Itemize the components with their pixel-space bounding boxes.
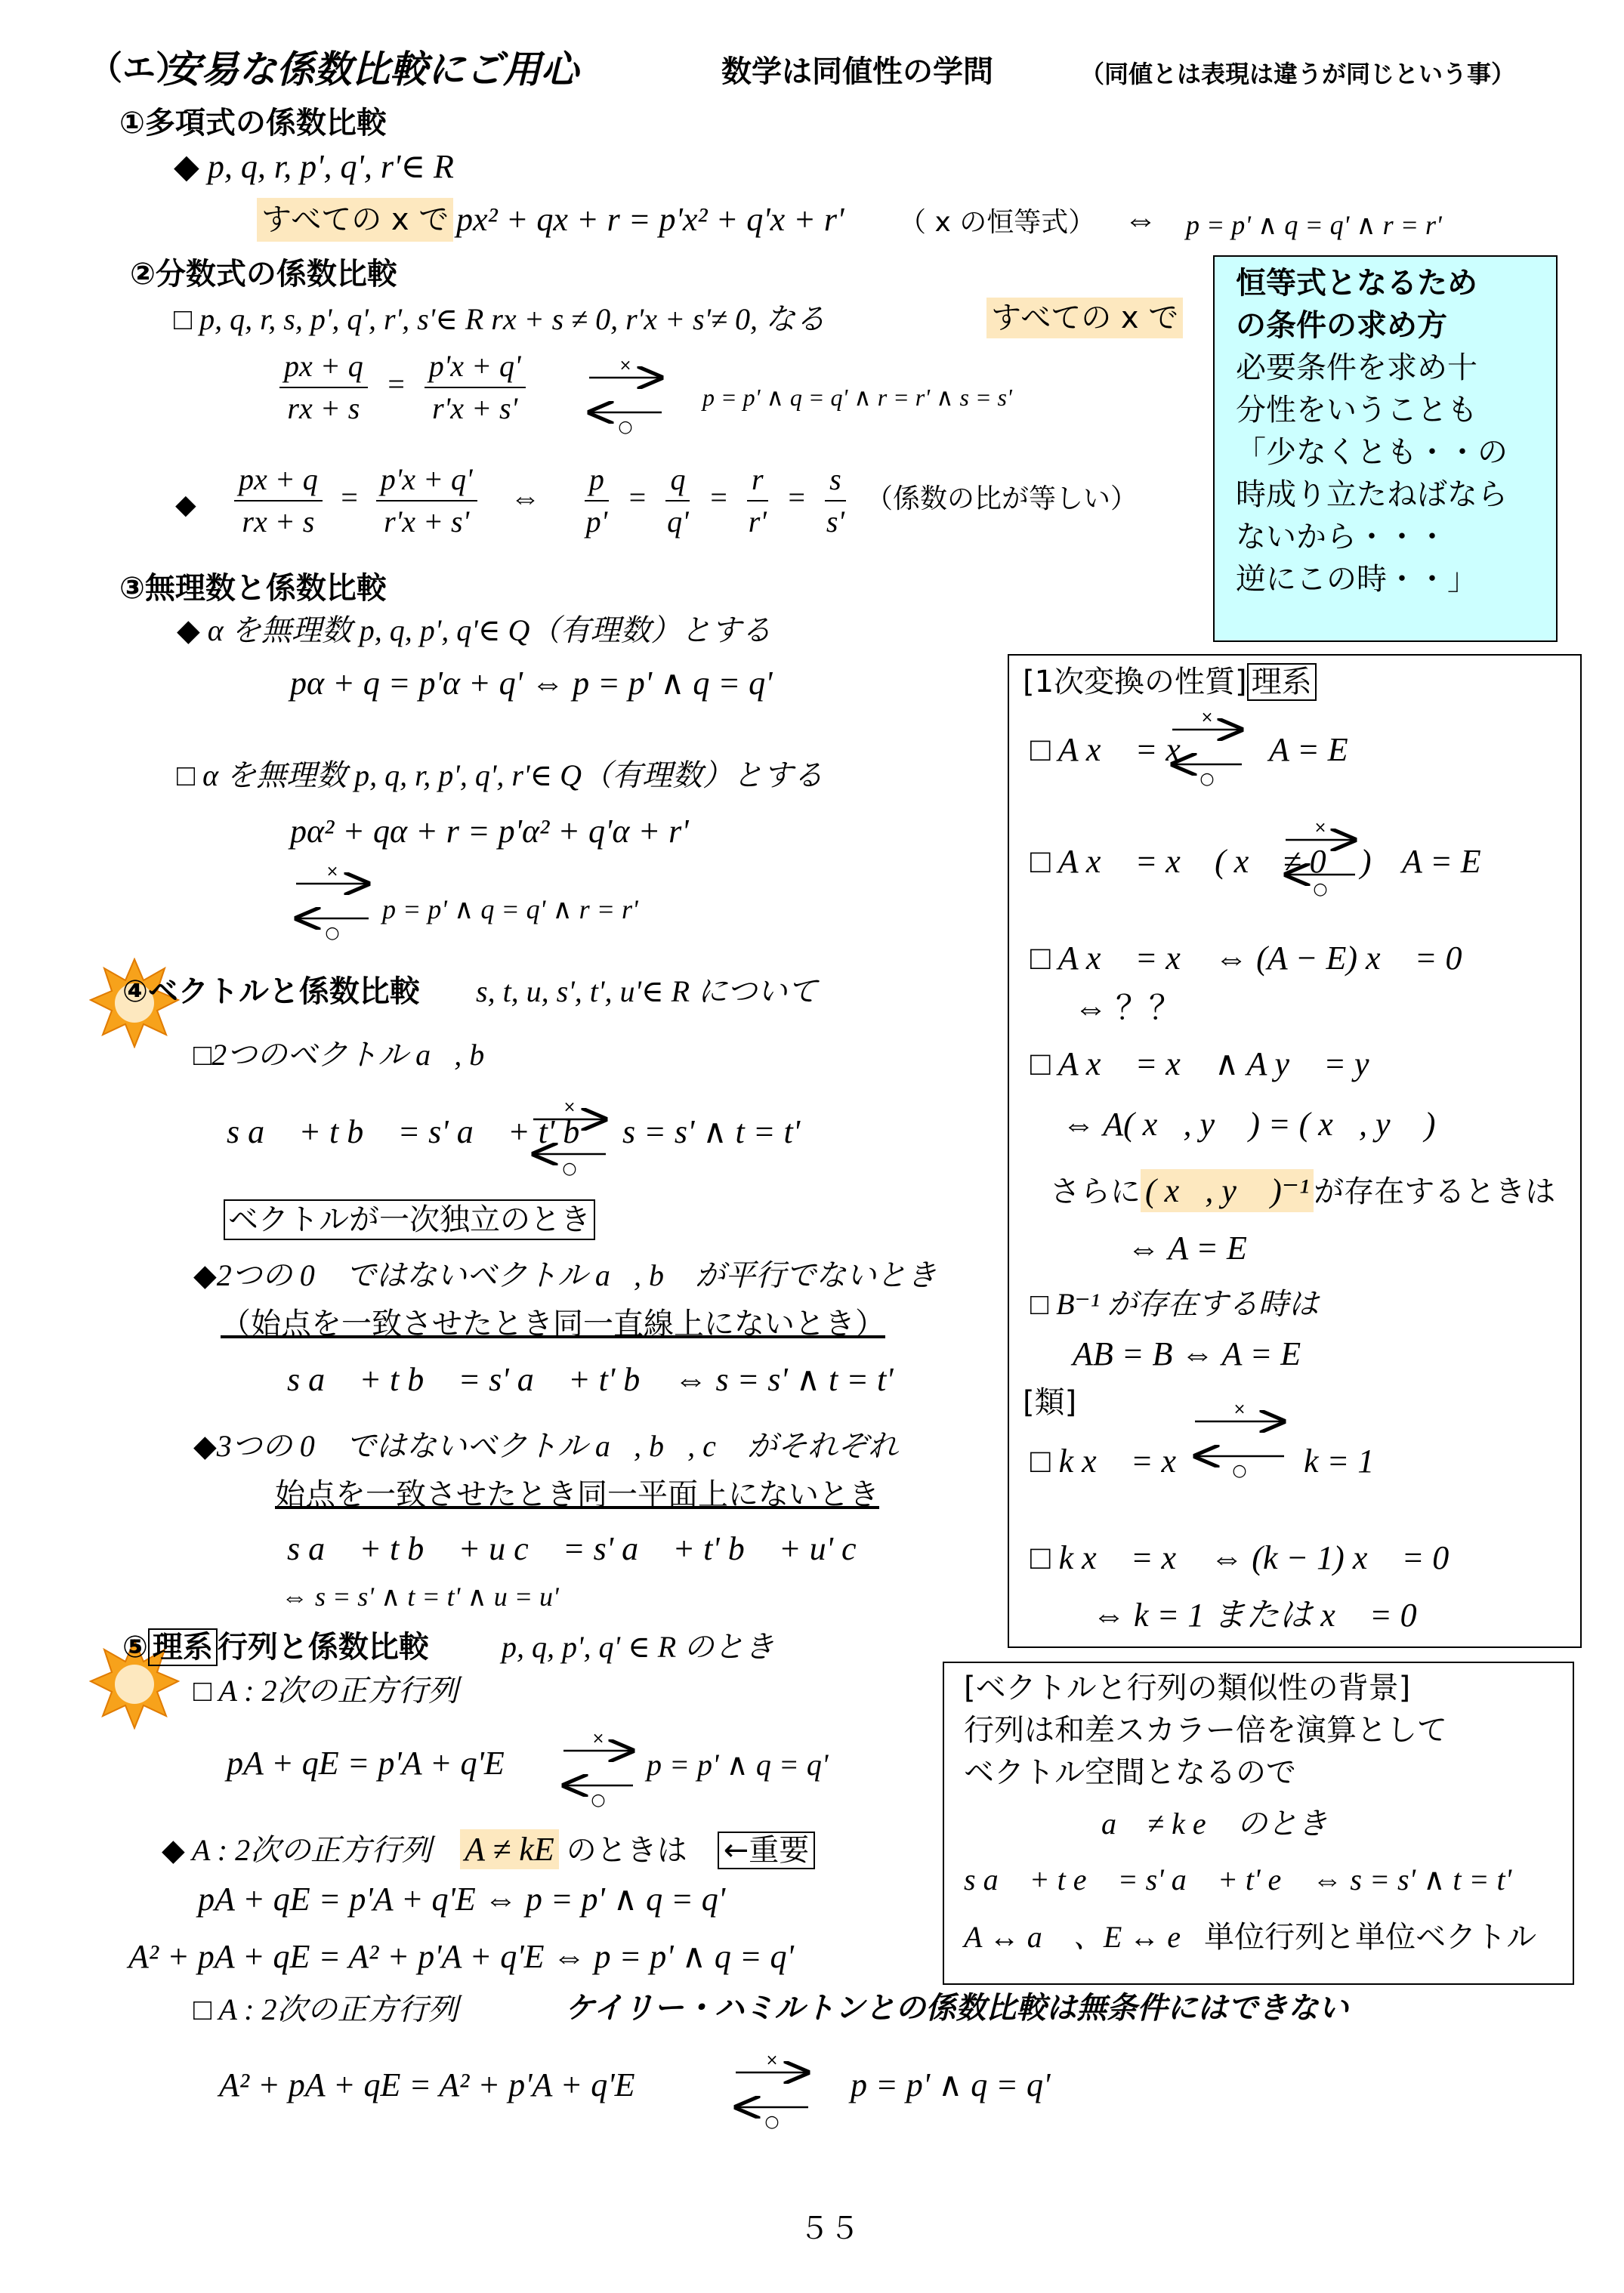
arrow-label-true: ○ <box>1232 1461 1247 1480</box>
section-4-line: 始点を一致させたとき同一平面上にないとき <box>275 1477 879 1512</box>
property-row: さらに ( x⃗, y⃗ )⁻¹ が存在するときは <box>1050 1172 1555 1211</box>
cayley-hamilton-warning: ケイリー・ハミルトンとの係数比較は無条件にはできない <box>565 1991 1349 2026</box>
box-line: ベクトル空間となるので <box>964 1755 1296 1790</box>
property-row: □ A x⃗ = x⃗ ( x⃗ ≠ 0⃗ ) <box>1030 843 1372 880</box>
arrow-label-true: ○ <box>562 1159 577 1178</box>
section-3-heading: ③無理数と係数比較 <box>119 571 387 606</box>
fraction-right: $\frac{p'x + q'}{r'x + s'}$ <box>425 349 526 426</box>
section-5-domain: p, q, p', q' ∈ R のとき <box>502 1630 775 1664</box>
section-5-line: □ A : 2次の正方行列 <box>193 1992 458 2026</box>
section-4-line: s = s' ∧ t = t' <box>622 1113 801 1150</box>
section-1-equation: px² + qx + r = p'x² + q'x + r' <box>456 201 844 238</box>
property-row: □ k x⃗ = x⃗ ⇔ (k − 1) x⃗ = 0⃗ <box>1030 1539 1475 1576</box>
diamond-bullet: ◆ <box>175 489 196 520</box>
linearly-independent-label: ベクトルが一次独立のとき <box>224 1199 595 1240</box>
property-row: □ B⁻¹ が存在する時は <box>1030 1287 1319 1321</box>
section-5-line: pA + qE = p'A + q'E <box>227 1745 505 1782</box>
note-line: 必要条件を求め十 <box>1236 350 1477 385</box>
arrow-label-false: × <box>1314 818 1327 836</box>
note-line: の条件の求め方 <box>1236 308 1447 343</box>
arrow-label-false: × <box>765 2051 779 2069</box>
section-4-line: s a⃗ + t b⃗ = s' a⃗ + t' b⃗ ⇔ s = s' ∧ t = t' <box>287 1361 894 1398</box>
section-1-highlight: すべての x で <box>257 198 453 242</box>
box-line: a⃗ ≠ k e⃗ のとき <box>1101 1807 1328 1841</box>
arrow-label-false: × <box>619 356 632 374</box>
note-line: 「少なくとも・・の <box>1236 435 1508 470</box>
fraction-row: $\frac{px + q}{rx + s}$ = $\frac{p'x + q'}{r'x + s'}$ <box>279 349 526 426</box>
implication-arrow-pair <box>296 862 369 943</box>
property-row: □ k x⃗ = x⃗ <box>1030 1443 1203 1480</box>
arrow-label-true: ○ <box>618 418 633 437</box>
property-row: □ A x⃗ = x⃗ <box>1030 731 1207 768</box>
property-row: ⇔ A = E <box>1127 1230 1247 1267</box>
section-3-line: p = p' ∧ q = q' ∧ r = r' <box>382 894 638 924</box>
section-2-conclusion: p = p' ∧ q = q' ∧ r = r' ∧ s = s' <box>702 384 1012 411</box>
implication-arrow-pair <box>1172 708 1242 789</box>
arrow-label-true: ○ <box>591 1791 606 1810</box>
implication-arrow-pair <box>533 1097 606 1178</box>
arrow-label-false: × <box>591 1729 605 1747</box>
section-2-highlight: すべての x で <box>986 298 1183 338</box>
section-5-line: □ A : 2次の正方行列 <box>193 1674 458 1708</box>
section-5-line: p = p' ∧ q = q' <box>647 1748 829 1782</box>
property-row: ⇔ k = 1 または x⃗ = 0⃗ <box>1092 1597 1443 1634</box>
box-title: [ベクトルと行列の類似性の背景] <box>964 1671 1411 1705</box>
important-label: ←重要 <box>718 1832 816 1869</box>
header-prefix: （エ） <box>89 49 189 88</box>
section-4-line: s a⃗ + t b⃗ + u c⃗ = s' a⃗ + t' b⃗ + u' c⃗ <box>287 1530 882 1567</box>
arrow-label-false: × <box>1200 708 1214 726</box>
subtitle-note: （同値とは表現は違うが同じという事） <box>1080 60 1516 88</box>
property-result: A = E <box>1402 843 1481 880</box>
property-result: A = E <box>1269 731 1348 768</box>
section-5-line: ◆ A : 2次の正方行列 A ≠ kE のときは ←重要 <box>162 1831 815 1869</box>
science-tag: 理系 <box>1247 663 1317 701</box>
fraction-left: $\frac{px + q}{rx + s}$ <box>279 349 368 426</box>
section-3-line: □ α を無理数 p, q, r, p', q', r'∈ Q（有理数）とする <box>177 758 824 792</box>
category-label: [類] <box>1023 1385 1077 1420</box>
section-3-line: ◆ α を無理数 p, q, p', q'∈ Q（有理数）とする <box>177 613 772 647</box>
property-row: □ A x⃗ = x⃗ ⇔ (A − E) x⃗ = 0⃗ <box>1030 940 1488 977</box>
section-4-line: （始点を一致させたとき同一直線上にないとき） <box>221 1307 885 1341</box>
property-row: ⇔ A( x⃗, y⃗ ) = ( x⃗, y⃗ ) <box>1062 1106 1436 1143</box>
page-title: 安易な係数比較にご用心 <box>163 48 579 91</box>
section-5-heading: ⑤ 理系 行列と係数比較 <box>122 1630 429 1665</box>
section-2-domain: □ p, q, r, s, p', q', r', s'∈ R rx + s ≠ 0, r'x + s'≠ 0, なる <box>174 302 826 336</box>
property-row: ⇔ ？？ <box>1074 989 1182 1026</box>
page-number: ５５ <box>799 2211 860 2246</box>
section-1-heading: ①多項式の係数比較 <box>119 106 387 140</box>
box-title: [1次変換の性質] 理系 <box>1023 665 1317 699</box>
section-1-note: （ x の恒等式） <box>899 207 1096 238</box>
ratio-row: $\frac{px + q}{rx + s}$ = $\frac{p'x + q'}{r'x + s'}$ ⇔ $\frac{p}{p'}$ = $\frac{q}{q'}$ = $\frac{r}{r'}$ = $\frac{s}{s'}$ （係数の比が等しい） <box>234 462 1138 539</box>
box-line: A ↔ a⃗ 、E ↔ e⃗単位行列と単位ベクトル <box>964 1920 1537 1955</box>
section-5-line: p = p' ∧ q = q' <box>851 2066 1051 2103</box>
note-line: ないから・・・ <box>1236 520 1447 554</box>
arrow-label-false: × <box>563 1097 576 1116</box>
section-4-line: ◆2つの 0⃗ ではないベクトル a⃗, b⃗ が平行でないとき <box>193 1258 937 1292</box>
ratio-note: （係数の比が等しい） <box>865 483 1138 515</box>
section-1-domain: ◆ p, q, r, p', q', r'∈ R <box>174 148 454 185</box>
implication-arrow-pair <box>589 356 662 437</box>
section-4-line: □2つのベクトル a⃗, b⃗ <box>193 1038 508 1072</box>
implication-arrow-pair <box>1286 818 1355 899</box>
implication-arrow-pair <box>736 2051 808 2131</box>
note-line: 逆にこの時・・」 <box>1236 562 1477 597</box>
section-1-conclusion: p = p' ∧ q = q' ∧ r = r' <box>1186 210 1442 240</box>
section-2-heading: ②分数式の係数比較 <box>130 257 397 292</box>
section-5-line: A² + pA + qE = A² + p'A + q'E ⇔ p = p' ∧ q = q' <box>128 1938 794 1975</box>
section-4-domain: s, t, u, s', t', u'∈ R について <box>476 974 818 1008</box>
arrow-label-false: × <box>326 862 339 880</box>
section-3-line: pα + q = p'α + q' ⇔ p = p' ∧ q = q' <box>290 665 773 702</box>
arrow-label-true: ○ <box>1199 770 1215 789</box>
box-line: s a⃗ + t e⃗ = s' a⃗ + t' e⃗ ⇔ s = s' ∧ t = t' <box>964 1862 1512 1896</box>
note-line: 時成り立たねばなら <box>1236 477 1508 512</box>
section-4-heading: ④ベクトルと係数比較 <box>122 974 420 1009</box>
section-4-line: s a⃗ + t b⃗ = s' a⃗ + t' b⃗ <box>227 1113 606 1150</box>
arrow-label-true: ○ <box>764 2112 780 2131</box>
iff-symbol: ⇔ <box>1124 201 1157 238</box>
note-line: 分性をいうことも <box>1236 393 1477 427</box>
property-result: k = 1 <box>1304 1443 1375 1480</box>
implication-arrow-pair <box>1195 1400 1284 1480</box>
arrow-label-true: ○ <box>1313 880 1328 899</box>
property-row: □ A x⃗ = x⃗ ∧ A y⃗ = y⃗ <box>1030 1045 1395 1082</box>
section-3-line: pα² + qα + r = p'α² + q'α + r' <box>290 813 689 850</box>
implication-arrow-pair <box>563 1729 633 1810</box>
iff-symbol: ⇔ <box>510 480 541 515</box>
arrow-label-true: ○ <box>325 924 340 943</box>
science-tag: 理系 <box>148 1628 218 1666</box>
property-row: AB = B ⇔ A = E <box>1073 1335 1301 1372</box>
section-4-line: ◆3つの 0⃗ ではないベクトル a⃗, b⃗, c⃗ がそれぞれ <box>193 1429 898 1463</box>
note-line: 恒等式となるため <box>1236 266 1477 301</box>
page-subtitle: 数学は同値性の学問 <box>721 54 993 89</box>
section-5-line: A² + pA + qE = A² + p'A + q'E <box>219 2066 635 2103</box>
arrow-label-false: × <box>1233 1400 1246 1418</box>
section-4-line: ⇔ s = s' ∧ t = t' ∧ u = u' <box>281 1582 559 1612</box>
section-5-line: pA + qE = p'A + q'E ⇔ p = p' ∧ q = q' <box>198 1881 726 1918</box>
box-line: 行列は和差スカラー倍を演算として <box>964 1713 1447 1748</box>
